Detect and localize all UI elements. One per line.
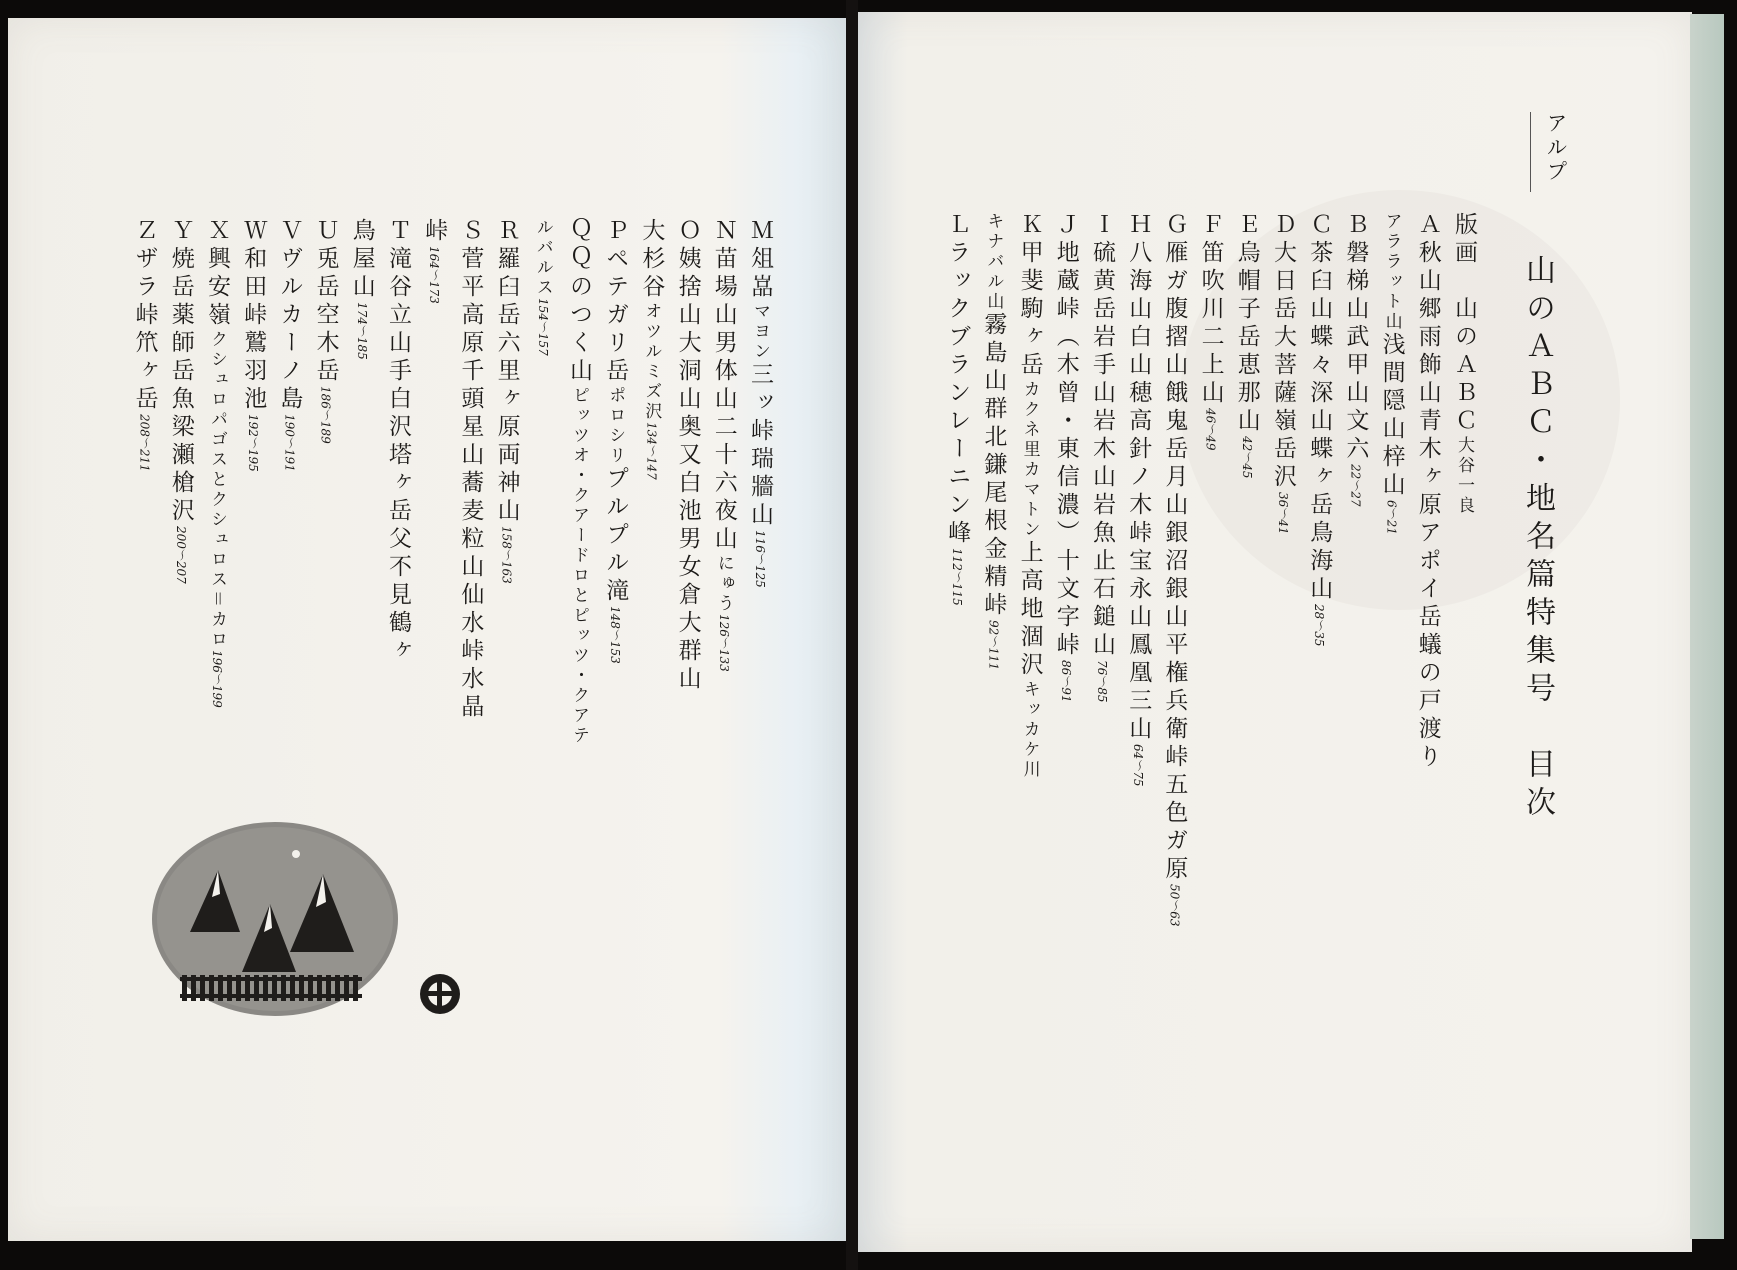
fence-post bbox=[344, 975, 349, 1001]
toc-entry: 塔ヶ岳 bbox=[385, 442, 411, 526]
toc-column bbox=[1090, 212, 1113, 703]
toc-column bbox=[567, 218, 590, 746]
toc-column bbox=[457, 218, 484, 722]
toc-entry: 笊ヶ岳 bbox=[131, 330, 158, 414]
fence-post bbox=[245, 975, 250, 1001]
toc-column bbox=[1018, 212, 1041, 780]
page-range: 154〜157 bbox=[535, 298, 550, 356]
toc-entry: Ｂ磐梯山 bbox=[1342, 212, 1369, 324]
toc-column bbox=[638, 218, 665, 480]
toc-entry: Ｕ兎岳 bbox=[312, 218, 339, 302]
toc-entry: カマトン bbox=[1019, 460, 1040, 540]
toc-entry: 鳳凰三山 bbox=[1125, 632, 1152, 744]
toc-column bbox=[1380, 212, 1403, 535]
toc-entry: 白山 bbox=[1125, 324, 1152, 380]
series-label: アルプ bbox=[1530, 112, 1571, 192]
toc-title: 山のＡＢＣ・地名篇特集号 目次 bbox=[1520, 254, 1555, 824]
toc-column bbox=[944, 212, 971, 606]
fence-post bbox=[335, 975, 340, 1001]
toc-entry: 岩木山 bbox=[1089, 408, 1115, 492]
toc-entry: 岩手山 bbox=[1089, 324, 1115, 408]
toc-entry: 針ノ木峠 bbox=[1125, 436, 1152, 548]
toc-entry: 梓山 bbox=[1378, 444, 1405, 500]
fence-post bbox=[281, 975, 286, 1001]
toc-entry: Ｇ雁ガ腹摺山 bbox=[1161, 212, 1188, 380]
toc-entry: Ｌラックブラン bbox=[944, 212, 971, 408]
toc-entry: 魚梁瀬 bbox=[167, 386, 194, 470]
toc-entry: 雨飾山 bbox=[1414, 324, 1441, 408]
toc-entry: 六里ヶ原 bbox=[493, 330, 520, 442]
toc-entry: 大洞山 bbox=[674, 330, 701, 414]
toc-column bbox=[531, 218, 554, 356]
toc-entry: 石鎚山 bbox=[1089, 576, 1115, 660]
toc-column bbox=[495, 218, 518, 584]
fence-post bbox=[317, 975, 322, 1001]
page-range: 6〜21 bbox=[1384, 500, 1399, 535]
fence-post bbox=[263, 975, 268, 1001]
toc-entry: 北鎌尾根 bbox=[980, 424, 1007, 536]
toc-entry: 岩魚止 bbox=[1089, 492, 1115, 576]
toc-entry: Ｏ姨捨山 bbox=[674, 218, 701, 330]
toc-entry: 二上山 bbox=[1197, 324, 1224, 408]
toc-entry: アララット山 bbox=[1381, 212, 1402, 332]
toc-column bbox=[133, 218, 156, 472]
toc-column bbox=[676, 218, 699, 694]
toc-entry: 大群山 bbox=[674, 610, 701, 694]
toc-entry: Ｔ滝谷 bbox=[385, 218, 411, 302]
toc-entry: 蝶々深山 bbox=[1306, 324, 1333, 436]
mountain-vignette-illustration bbox=[150, 812, 480, 1027]
page-range: 174〜185 bbox=[354, 302, 369, 360]
fence-post bbox=[353, 975, 358, 1001]
toc-entry: アポイ岳 bbox=[1414, 520, 1441, 632]
toc-column bbox=[980, 212, 1007, 671]
toc-entry: Ｋ甲斐駒ヶ岳 bbox=[1016, 212, 1043, 380]
toc-entry: 銀沼 bbox=[1161, 520, 1188, 576]
page-range: 186〜189 bbox=[318, 386, 333, 444]
toc-column bbox=[314, 218, 337, 444]
page-range: 50〜63 bbox=[1167, 884, 1182, 927]
toc-entry: 立山 bbox=[385, 302, 411, 358]
fence-post bbox=[299, 975, 304, 1001]
toc-entry: 鶴ヶ bbox=[385, 610, 411, 666]
toc-entry: ピッツオ・クアードロとピッツ・クアテ bbox=[569, 386, 589, 746]
toc-entry: 三ッ峠 bbox=[747, 362, 773, 446]
toc-entry: ポロシリ bbox=[605, 386, 626, 466]
toc-entry: Ｊ地蔵峠（木曾・東信濃） bbox=[1052, 212, 1079, 548]
page-range: 86〜91 bbox=[1058, 660, 1073, 703]
toc-entry: 二十六夜山 bbox=[710, 414, 737, 554]
toc-entry: 宝永山 bbox=[1125, 548, 1152, 632]
fence-post bbox=[209, 975, 214, 1001]
toc-entry: 男女倉 bbox=[674, 526, 701, 610]
toc-entry: ＱＱのつく山 bbox=[566, 218, 592, 386]
toc-entry: 峠 bbox=[421, 218, 448, 246]
toc-entry: Ｘ興安嶺 bbox=[204, 218, 230, 330]
fence-post bbox=[326, 975, 331, 1001]
toc-entry: 奥又白池 bbox=[674, 414, 701, 526]
fence-post bbox=[218, 975, 223, 1001]
toc-entry: 餓鬼岳 bbox=[1161, 380, 1188, 464]
fence-post bbox=[290, 975, 295, 1001]
toc-entry: 恵那山 bbox=[1233, 352, 1260, 436]
toc-entry: 父不見 bbox=[385, 526, 411, 610]
toc-entry: 空木岳 bbox=[312, 302, 339, 386]
toc-column bbox=[1416, 212, 1439, 772]
toc-column bbox=[1235, 212, 1258, 479]
toc-entry: 月山 bbox=[1161, 464, 1188, 520]
fence-post bbox=[200, 975, 205, 1001]
page-range: 46〜49 bbox=[1203, 408, 1218, 451]
toc-entry: 千頭星山 bbox=[457, 358, 484, 470]
toc-entry: 浅間隠山 bbox=[1378, 332, 1405, 444]
toc-entry: Ｅ烏帽子岳 bbox=[1233, 212, 1260, 352]
toc-entry: Ａ秋山郷 bbox=[1414, 212, 1441, 324]
toc-entry: Ｒ羅臼岳 bbox=[493, 218, 520, 330]
toc-column bbox=[386, 218, 409, 666]
toc-column bbox=[1306, 212, 1333, 647]
toc-entry: 仙水峠 bbox=[457, 582, 484, 666]
page-range: 192〜195 bbox=[246, 414, 261, 472]
toc-entry: Ｗ和田峠 bbox=[240, 218, 267, 330]
fence-post bbox=[236, 975, 241, 1001]
fence-post bbox=[272, 975, 277, 1001]
toc-entry: クシュロパゴスとクシュロス＝カロ bbox=[207, 330, 227, 650]
toc-entry: 武甲山 bbox=[1342, 324, 1369, 408]
page-range: 148〜153 bbox=[608, 606, 623, 664]
toc-column bbox=[350, 218, 373, 360]
toc-entry: キナバル山 bbox=[983, 212, 1004, 312]
page-range: 64〜75 bbox=[1131, 744, 1146, 787]
toc-entry: 男体山 bbox=[710, 330, 737, 414]
page-range: 134〜147 bbox=[644, 422, 659, 480]
toc-column bbox=[276, 218, 303, 472]
toc-column bbox=[712, 218, 735, 672]
toc-entry: ルバルス bbox=[532, 218, 553, 298]
toc-entry: 上高地 bbox=[1016, 540, 1043, 624]
toc-entry: 蟻の戸渡り bbox=[1414, 632, 1441, 772]
page-range: 36〜41 bbox=[1276, 492, 1290, 535]
toc-entry: 版画 山のＡＢＣ bbox=[1451, 212, 1477, 436]
toc-entry: Ｙ焼岳 bbox=[167, 218, 194, 302]
toc-column bbox=[1271, 212, 1294, 535]
toc-entry: Ｚザラ峠 bbox=[131, 218, 158, 330]
toc-entry: 十文字峠 bbox=[1052, 548, 1079, 660]
toc-column bbox=[1125, 212, 1152, 787]
toc-column bbox=[1161, 212, 1188, 927]
toc-entry: Ｓ菅平高原 bbox=[457, 218, 484, 358]
toc-entry: 蕎麦粒山 bbox=[457, 470, 484, 582]
toc-entry: 鳥屋山 bbox=[348, 218, 375, 302]
toc-entry: 穂高 bbox=[1125, 380, 1152, 436]
toc-entry: カクネ里 bbox=[1019, 380, 1040, 460]
page-range: 190〜191 bbox=[282, 414, 297, 472]
toc-column bbox=[1342, 212, 1369, 507]
toc-column bbox=[240, 218, 267, 472]
page-range: 92〜111 bbox=[986, 620, 1001, 671]
fence-post bbox=[308, 975, 313, 1001]
toc-entry: 薬師岳 bbox=[167, 302, 194, 386]
toc-column bbox=[169, 218, 192, 584]
toc-entry: Ｎ苗場山 bbox=[710, 218, 737, 330]
toc-entry: 槍沢 bbox=[167, 470, 194, 526]
toc-entry: 涸沢 bbox=[1016, 624, 1043, 680]
toc-column bbox=[1199, 212, 1222, 451]
moon-icon bbox=[292, 850, 300, 858]
toc-entry: Ｃ茶臼山 bbox=[1306, 212, 1333, 324]
page-range: 28〜35 bbox=[1312, 604, 1327, 647]
toc-entry: 青木ヶ原 bbox=[1414, 408, 1441, 520]
page-range: 196〜199 bbox=[210, 650, 224, 708]
page-range: 22〜27 bbox=[1348, 464, 1363, 507]
toc-entry: キッカケ川 bbox=[1019, 680, 1040, 780]
toc-column bbox=[205, 218, 228, 708]
fence-post bbox=[191, 975, 196, 1001]
toc-entry: Ｐペテガリ岳 bbox=[602, 218, 629, 386]
page-range: 164〜173 bbox=[427, 246, 442, 304]
toc-column bbox=[421, 218, 448, 304]
toc-entry: マヨン bbox=[750, 302, 770, 362]
book-gutter bbox=[846, 0, 858, 1270]
toc-entry: にゅう bbox=[713, 554, 734, 614]
toc-entry: 両神山 bbox=[493, 442, 520, 526]
toc-column bbox=[1054, 212, 1077, 703]
toc-entry: Ｆ笛吹川 bbox=[1197, 212, 1224, 324]
toc-entry: 霧島山群 bbox=[980, 312, 1007, 424]
toc-entry: 銀山平 bbox=[1161, 576, 1188, 660]
toc-entry: 瑞牆山 bbox=[747, 446, 773, 530]
page-range: 76〜85 bbox=[1095, 660, 1109, 703]
page-range: 126〜133 bbox=[716, 614, 731, 672]
page-range: 208〜211 bbox=[137, 414, 152, 472]
toc-entry: 金精峠 bbox=[980, 536, 1007, 620]
toc-entry: 大谷一良 bbox=[1454, 436, 1474, 516]
page-range: 112〜115 bbox=[950, 548, 965, 606]
toc-column bbox=[602, 218, 629, 664]
page-range: 158〜163 bbox=[499, 526, 514, 584]
toc-entry: Ｉ硫黄岳 bbox=[1089, 212, 1115, 324]
toc-entry: 大杉谷 bbox=[638, 218, 665, 302]
fence-post bbox=[254, 975, 259, 1001]
toc-entry: 手白沢 bbox=[385, 358, 411, 442]
page-range: 116〜125 bbox=[753, 530, 767, 588]
toc-entry: 蝶ヶ岳 bbox=[1306, 436, 1333, 520]
seal-stamp-icon bbox=[420, 974, 460, 1014]
toc-entry: レーニン峰 bbox=[944, 408, 971, 548]
page-range: 200〜207 bbox=[173, 526, 188, 584]
toc-entry: 大菩薩嶺 bbox=[1270, 324, 1296, 436]
fence-post bbox=[182, 975, 187, 1001]
toc-column bbox=[748, 218, 771, 588]
toc-entry: Ｖヴルカーノ島 bbox=[276, 218, 303, 414]
page-range: 42〜45 bbox=[1239, 436, 1254, 479]
toc-entry: プルプル滝 bbox=[602, 466, 629, 606]
toc-entry: 岳沢 bbox=[1270, 436, 1296, 492]
toc-entry: 権兵衛峠五色ガ原 bbox=[1161, 660, 1188, 884]
page-edge bbox=[1690, 14, 1724, 1239]
toc-column bbox=[1452, 212, 1475, 516]
toc-entry: 文六 bbox=[1342, 408, 1369, 464]
toc-entry: 鳥海山 bbox=[1306, 520, 1333, 604]
toc-entry: Ｈ八海山 bbox=[1125, 212, 1152, 324]
toc-entry: 水晶 bbox=[457, 666, 484, 722]
toc-entry: オツルミズ沢 bbox=[641, 302, 662, 422]
fence-post bbox=[227, 975, 232, 1001]
toc-entry: Ｄ大日岳 bbox=[1270, 212, 1296, 324]
toc-entry: 鷲羽池 bbox=[240, 330, 267, 414]
toc-entry: Ｍ俎嵓 bbox=[747, 218, 773, 302]
